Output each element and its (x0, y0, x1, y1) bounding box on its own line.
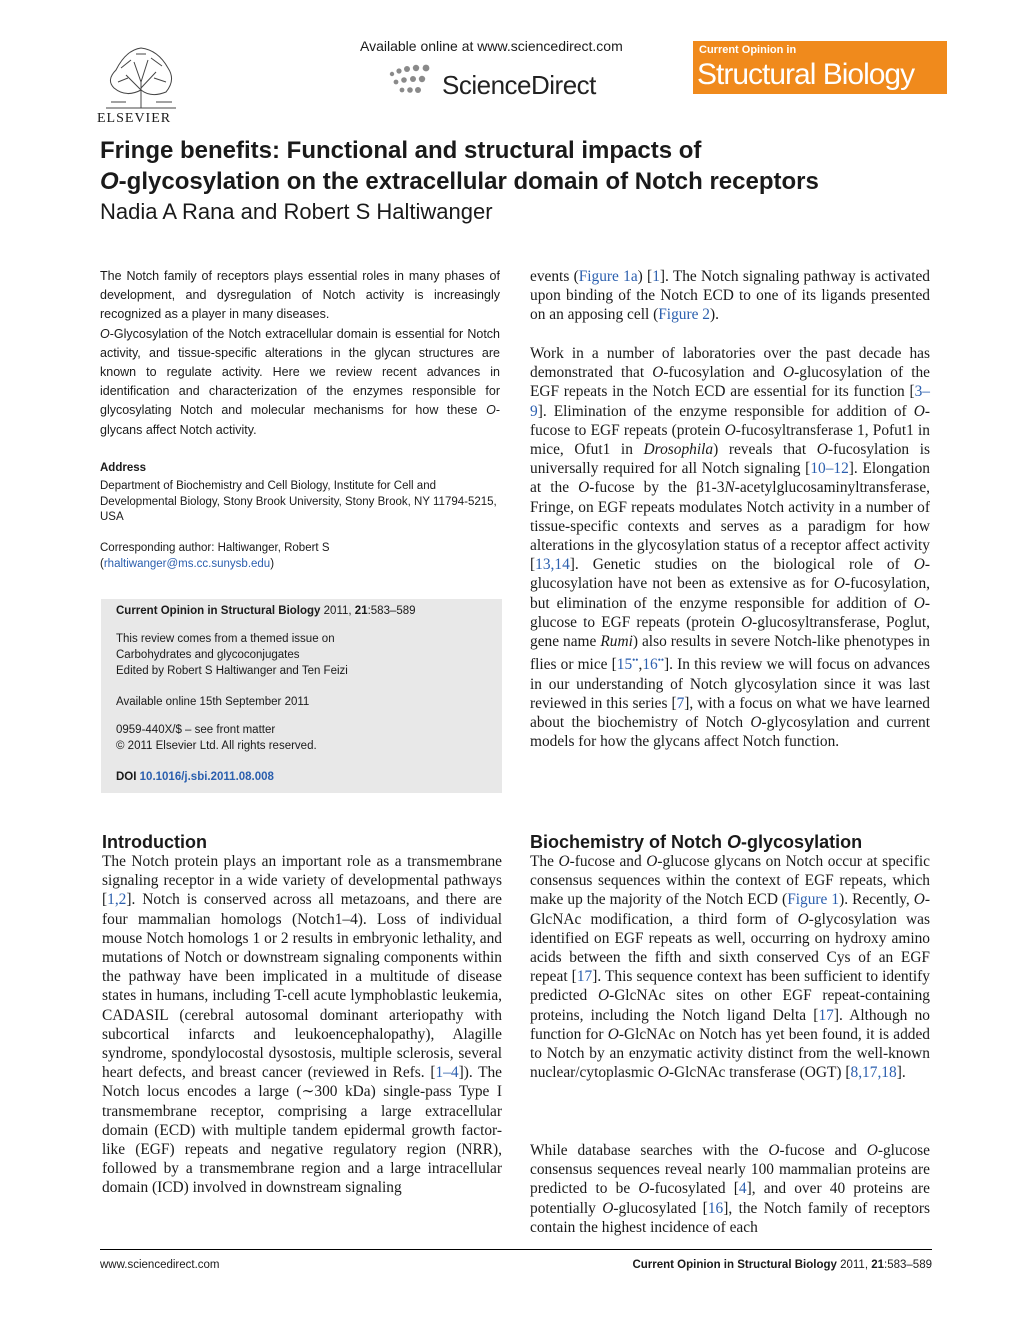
body-text: While database searches with the (530, 1142, 769, 1159)
italic-o: O (833, 575, 845, 593)
body-text: -fucose to EGF repeats (protein (530, 402, 930, 439)
body-text: , (638, 656, 643, 674)
info-themed-issue: This review comes from a themed issue on (116, 633, 335, 645)
journal-badge-small: Current Opinion in (699, 44, 797, 56)
info-issn: 0959-440X/$ – see front matter (116, 724, 276, 736)
italic-o: O (913, 594, 925, 612)
footer-pages: :583–589 (884, 1259, 932, 1271)
body-text: -fucose by the β1-3 (589, 479, 725, 497)
italic-o: O (652, 364, 664, 382)
author-email-link[interactable]: rhaltiwanger@ms.cc.sunysb.edu (103, 557, 271, 570)
ref-link[interactable]: 1–4 (435, 1064, 459, 1082)
footer-citation (560, 1259, 932, 1271)
biochemistry-paragraph-2 (530, 1141, 930, 1237)
figure-link[interactable]: Figure 2 (658, 306, 710, 324)
body-text: ]. This sequence context has been sufficient to identify predicted (530, 968, 930, 1005)
body-text: -GlcNAc sites on other EGF repeat-containing proteins, including the Notch ligand Delta [ (530, 987, 930, 1024)
title-italic-o: O (100, 168, 119, 195)
italic-o: O (783, 364, 795, 382)
italic-n: N (724, 479, 735, 497)
journal-badge (693, 41, 947, 94)
ref-link[interactable]: 4 (738, 1180, 747, 1198)
body-text: ], and over 40 proteins are potentially (530, 1180, 930, 1217)
info-available-online: Available online 15th September 2011 (116, 696, 310, 708)
italic-o: O (768, 1142, 780, 1159)
body-text: -glucose consensus sequences reveal nearly 100 mammalian proteins are predicted to be (530, 1142, 930, 1198)
intro-text: The Notch protein plays an important role as a transmembrane signaling receptor in a wide variety of developmental pathways [ (102, 853, 502, 909)
address-heading: Address (100, 462, 147, 474)
ref-link[interactable]: 1 (652, 268, 660, 285)
footer-year: 2011, (840, 1259, 869, 1271)
figure-link[interactable]: Figure 1a (578, 268, 638, 285)
article-info-box (101, 599, 502, 793)
body-text: -glycosylation and current models for how the glycans affect Notch function. (530, 713, 930, 751)
body-text: The (530, 853, 559, 870)
ref-link[interactable]: 13,14 (535, 556, 570, 574)
body-text: -fucosylation and (663, 364, 783, 382)
biochemistry-heading (530, 832, 862, 853)
italic-o: O (913, 891, 925, 909)
italic-o: O (797, 910, 809, 928)
italic-o: O (750, 713, 762, 731)
body-text: ) reveals that (713, 441, 817, 459)
italic-o: O (558, 853, 570, 870)
body-text: -fucosyltransferase 1, Pofut1 in mice, Ofut1 in (530, 421, 930, 459)
body-text: ]. Genetic studies on the biological role of (569, 556, 914, 574)
heading-italic-o: O (727, 832, 742, 852)
info-copyright: © 2011 Elsevier Ltd. All rights reserved. (116, 740, 317, 752)
title-line-1: Fringe benefits: Functional and structural impacts of (100, 137, 702, 164)
body-text: -glucosyltransferase, Poglut, gene name (530, 613, 930, 651)
right-paragraph-1 (530, 267, 930, 325)
italic-o: O (607, 1025, 619, 1043)
info-journal-citation (116, 604, 496, 620)
italic-o: O (816, 441, 828, 459)
italic-o: O (638, 1180, 650, 1198)
doi-link[interactable]: 10.1016/j.sbi.2011.08.008 (139, 771, 274, 783)
body-text: -glycosylation was identified on EGF repeats as well, occurring on hydroxy amino acids between the fifth and sixth conserved Cys of an EGF repeat [ (530, 910, 930, 986)
biochemistry-paragraph-1 (530, 852, 930, 1082)
ref-link[interactable]: 7 (676, 694, 685, 712)
body-text: -GlcNAc modification, a third form of (530, 891, 931, 928)
info-journal-name: Current Opinion in Structural Biology (116, 605, 321, 617)
intro-text: ]. Notch is conserved across all metazoans, and there are four mammalian homologs (Notch1–4). Loss of individual mouse Notch homologs 1 or 2 results in embryonic lethality, and mutations of Notch or downstream signaling components within the pathway have been implicated in a multitude of disease states in humans, including T-cell acute lymphoblastic leukemia, CADASIL (cerebral autosomal dominant arteriopathy with subcortical infarcts and leukoencephalopathy), Alagille syndrome, spondylocostal dysostosis, multiple sclerosis, several heart defects, and breast cancer (reviewed in Refs. [ (102, 891, 502, 1082)
body-text: events ( (530, 268, 579, 285)
body-text: ). (709, 306, 719, 324)
ref-link[interactable]: 15 (616, 656, 633, 674)
body-text: ]. In this review we will focus on advances in our understanding of Notch glycosylation since it was last reviewed in this series [ (530, 656, 930, 712)
italic-o: O (913, 556, 925, 574)
body-text: -glucosylated [ (613, 1199, 708, 1217)
article-title (100, 135, 960, 197)
ref-link[interactable]: 8,17,18 (850, 1064, 897, 1082)
footer-divider (100, 1249, 932, 1250)
body-text: ], with a focus on what we have learned about the biochemistry of Notch (530, 694, 931, 731)
intro-heading: Introduction (102, 832, 207, 852)
italic-o: O (657, 1064, 669, 1082)
body-text: -GlcNAc transferase (OGT) [ (668, 1064, 851, 1082)
ref-link[interactable]: 17 (818, 1006, 834, 1024)
body-text: ]. Elongation at the (530, 460, 930, 497)
paren-close: ) (270, 557, 275, 570)
body-text: ]. Elimination of the enzyme responsible for addition of (537, 402, 914, 420)
body-text: Work in a number of laboratories over the past decade has demonstrated that (530, 345, 930, 382)
body-text: ). Recently, (839, 891, 914, 909)
body-text: ], the Notch family of receptors contain the highest incidence of each (530, 1199, 931, 1236)
info-theme: Carbohydrates and glycoconjugates (116, 649, 300, 661)
body-text: -glucose to EGF repeats (protein (530, 594, 930, 631)
heading-text: -glycosylation (741, 832, 863, 852)
journal-badge-big: Structural Biology (697, 58, 915, 91)
footer-site: www.sciencedirect.com (100, 1259, 220, 1271)
info-journal-vol: 21 (354, 605, 368, 617)
body-text: -fucose and (779, 1142, 867, 1159)
recommended-dots: •• (632, 655, 639, 666)
italic-o: O (597, 987, 610, 1005)
body-text: -glucosylation have not been as extensive as for (530, 556, 930, 593)
figure-link[interactable]: Figure 1 (787, 891, 840, 909)
ref-link[interactable]: 17 (576, 968, 593, 986)
title-line-2-rest: -glycosylation on the extracellular domain of Notch receptors (118, 168, 819, 195)
ref-link[interactable]: 16 (642, 656, 658, 674)
ref-link[interactable]: 3–9 (530, 383, 930, 420)
italic-o: O (578, 479, 590, 497)
italic-rumi: Rumi (600, 633, 633, 651)
italic-o: O (602, 1199, 614, 1217)
italic-o: O (646, 853, 658, 870)
info-journal-year: 2011, (323, 605, 352, 617)
corresponding-label: Corresponding author: Haltiwanger, Robert S (100, 542, 330, 554)
corresponding-author (100, 541, 500, 572)
sciencedirect-wordmark: ScienceDirect (442, 70, 596, 100)
body-text: -fucose and (569, 853, 647, 870)
abstract-italic-o: O (100, 326, 110, 341)
footer-journal: Current Opinion in Structural Biology (632, 1259, 837, 1271)
paren-open: ( (100, 557, 104, 570)
abstract (100, 267, 500, 440)
ref-link[interactable]: 10–12 (810, 460, 849, 478)
abstract-text-2: -Glycosylation of the Notch extracellular domain is essential for Notch activity, and tissue-specific alterations in the glycan structures are known to regulate activity. Here we review recent advances in identification and characterization of the enzymes responsible for glycosylating Notch and molecular mechanisms for how these (100, 326, 500, 418)
available-online-text: Available online at www.sciencedirect.com (360, 38, 623, 54)
body-text: -glucosylation of the EGF repeats in the Notch ECD are essential for its function [ (530, 364, 931, 401)
italic-drosophila: Drosophila (643, 441, 714, 459)
title-line-2 (100, 166, 960, 197)
ref-link[interactable]: 16 (707, 1199, 724, 1217)
recommended-dots: •• (657, 655, 665, 666)
footer-vol: 21 (871, 1259, 885, 1271)
info-doi (116, 770, 496, 786)
italic-o: O (913, 402, 925, 420)
body-text: -fucosylated [ (649, 1180, 739, 1198)
italic-o: O (866, 1142, 878, 1159)
italic-o: O (724, 421, 736, 439)
body-text: -glucose glycans on Notch occur at specific consensus sequences within the context of EGF repeats, which make up the majority of the Notch ECD ( (530, 853, 930, 909)
heading-text: Biochemistry of Notch (530, 832, 728, 852)
body-text: ]. (896, 1064, 906, 1082)
authors: Nadia A Rana and Robert S Haltiwanger (100, 199, 493, 224)
intro-text: ]). The Notch locus encodes a large (∼300 kDa) single-pass Type I transmembrane receptor, comprising a large extracellular domain (ECD) with multiple tandem epidermal growth factor-like (EGF) repeats and negative regulatory region (NRR), followed by a transmembrane region and a large intracellular domain (ICD) involved in downstream signaling (102, 1064, 502, 1197)
body-text: ]. The Notch signaling pathway is activated upon binding of the Notch ECD to one of its ligands presented on an apposing cell ( (530, 268, 931, 324)
right-paragraph-2 (530, 344, 930, 751)
ref-link[interactable]: 1,2 (107, 891, 127, 909)
info-journal-pages: :583–589 (367, 605, 416, 617)
body-text: -fucosylation is universally required for all Notch signaling [ (530, 441, 930, 478)
info-edited-by: Edited by Robert S Haltiwanger and Ten Feizi (116, 665, 348, 677)
intro-paragraph (102, 852, 502, 1198)
elsevier-wordmark: ELSEVIER (97, 111, 172, 126)
body-text: -acetylglucosaminyltransferase, Fringe, on EGF repeats modulates Notch activity in a number of tissue-specific contexts and serves as a paradigm for how alterations in the glycosylation status of a receptor affect activity [ (530, 479, 930, 574)
body-text: ) [ (637, 268, 653, 285)
italic-o: O (740, 613, 753, 631)
body-text: ) also results in severe Notch-like phenotypes in flies or mice [ (530, 633, 931, 674)
abstract-text-3: -glycans affect Notch activity. (100, 403, 500, 437)
abstract-text-1: The Notch family of receptors plays essential roles in many phases of development, and dysregulation of Notch activity is increasingly recognized as a player in many diseases. (100, 269, 500, 322)
sciencedirect-dots-icon (388, 62, 432, 98)
body-text: ]. Although no function for (530, 1006, 930, 1043)
abstract-italic-o2: O (486, 403, 496, 418)
body-text: -fucosylation, but elimination of the enzyme responsible for addition of (530, 575, 930, 612)
address-text: Department of Biochemistry and Cell Biology, Institute for Cell and Developmental Biology, Stony Brook University, Stony Brook, NY 11794-5215, USA (100, 480, 497, 524)
body-text: -GlcNAc on Notch has yet been found, it is added to Notch by an enzymatic activity distinct from the well-known nuclear/cytoplasmic (530, 1025, 930, 1082)
doi-label: DOI (116, 771, 137, 783)
